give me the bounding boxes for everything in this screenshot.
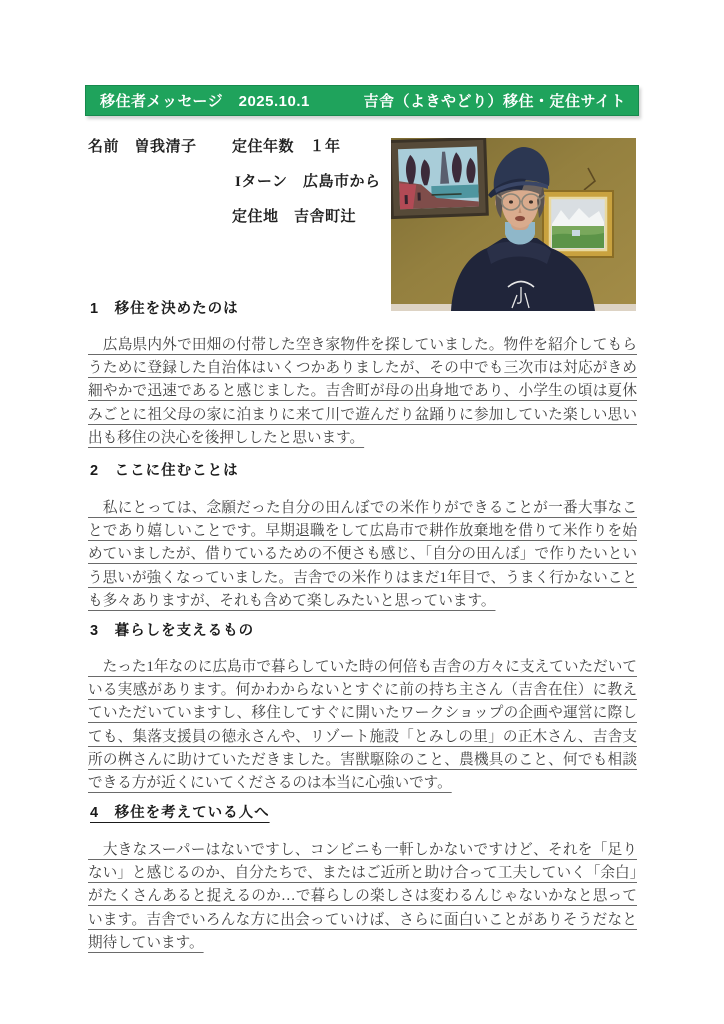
section-heading-2: 2 ここに住むことは [90, 463, 239, 479]
left-painting [391, 138, 487, 217]
section-heading-3: 3 暮らしを支えるもの [90, 623, 255, 639]
section-paragraph-3: たった1年なのに広島市で暮らしていた時の何倍も吉舎の方々に支えていただいている実感があります。何かわからないとすぐに前の持ち主さん（吉舎在住）に教えていただいていますし、移住してすぐに開いたワークショップの企画や運営に際しても、集落支援員の徳永さんや、リゾート施設「とみしの里」の正木さん、吉舎支所の桝さんに助けていただきました。害獣駆除のこと、農機具のこと、何でも相談できる方が近くにいてくださるのは本当に心強いです。 [88, 659, 637, 792]
section-heading-4: 4 移住を考えている人へ [90, 805, 270, 821]
section-paragraph-2: 私にとっては、念願だった自分の田んぼでの米作りができることが一番大事なことであり嬉しいことです。早期退職をして広島市で耕作放棄地を借りて米作りを始めていましたが、借りているための不便さも感じ、「自分の田んぼ」で作りたいという思いが強くなっていました。吉舎での米作りはまだ1年目で、うまく行かないことも多々ありますが、それも含めて楽しみたいと思っています。 [88, 500, 637, 609]
section-paragraph-1: 広島県内外で田畑の付帯した空き家物件を探していました。物件を紹介してもらうために登録した自治体はいくつかありましたが、その中でも三次市は対応がきめ細やかで迅速であると感じました。吉舎町が母の出身地であり、小学生の頃は夏休みごとに祖父母の家に泊まりに来て川で遊んだり盆踊りに参加していた楽しい思い出も移住の決心を後押ししたと思います。 [88, 337, 637, 446]
profile-info [88, 135, 388, 235]
profile-photo-illustration [391, 138, 636, 311]
header-title-right: 吉舎（よきやどり）移住・定住サイト [363, 93, 626, 110]
profile-move-type: Iターン 広島市から [235, 174, 381, 190]
section-heading-1: 1 移住を決めたのは [90, 301, 239, 317]
header-bar [85, 85, 639, 116]
profile-name: 名前 曽我清子 [88, 139, 197, 155]
right-painting [543, 191, 613, 257]
section-paragraph-4: 大きなスーパーはないですし、コンビニも一軒しかないですけど、それを「足りない」と感じるのか、自分たちで、またはご近所と助け合って工夫していく「余白」がたくさんあると捉えるのか…で暮らしの楽しさは変わるんじゃないかなと思っています。吉舎でいろんな方に出会っていけば、さらに面白いことがありそうだなと期待しています。 [88, 842, 637, 951]
profile-location: 定住地 吉舎町辻 [232, 209, 357, 225]
profile-years: 定住年数 １年 [232, 139, 341, 155]
header-title-left: 移住者メッセージ 2025.10.1 [100, 93, 310, 110]
profile-photo [391, 138, 636, 311]
